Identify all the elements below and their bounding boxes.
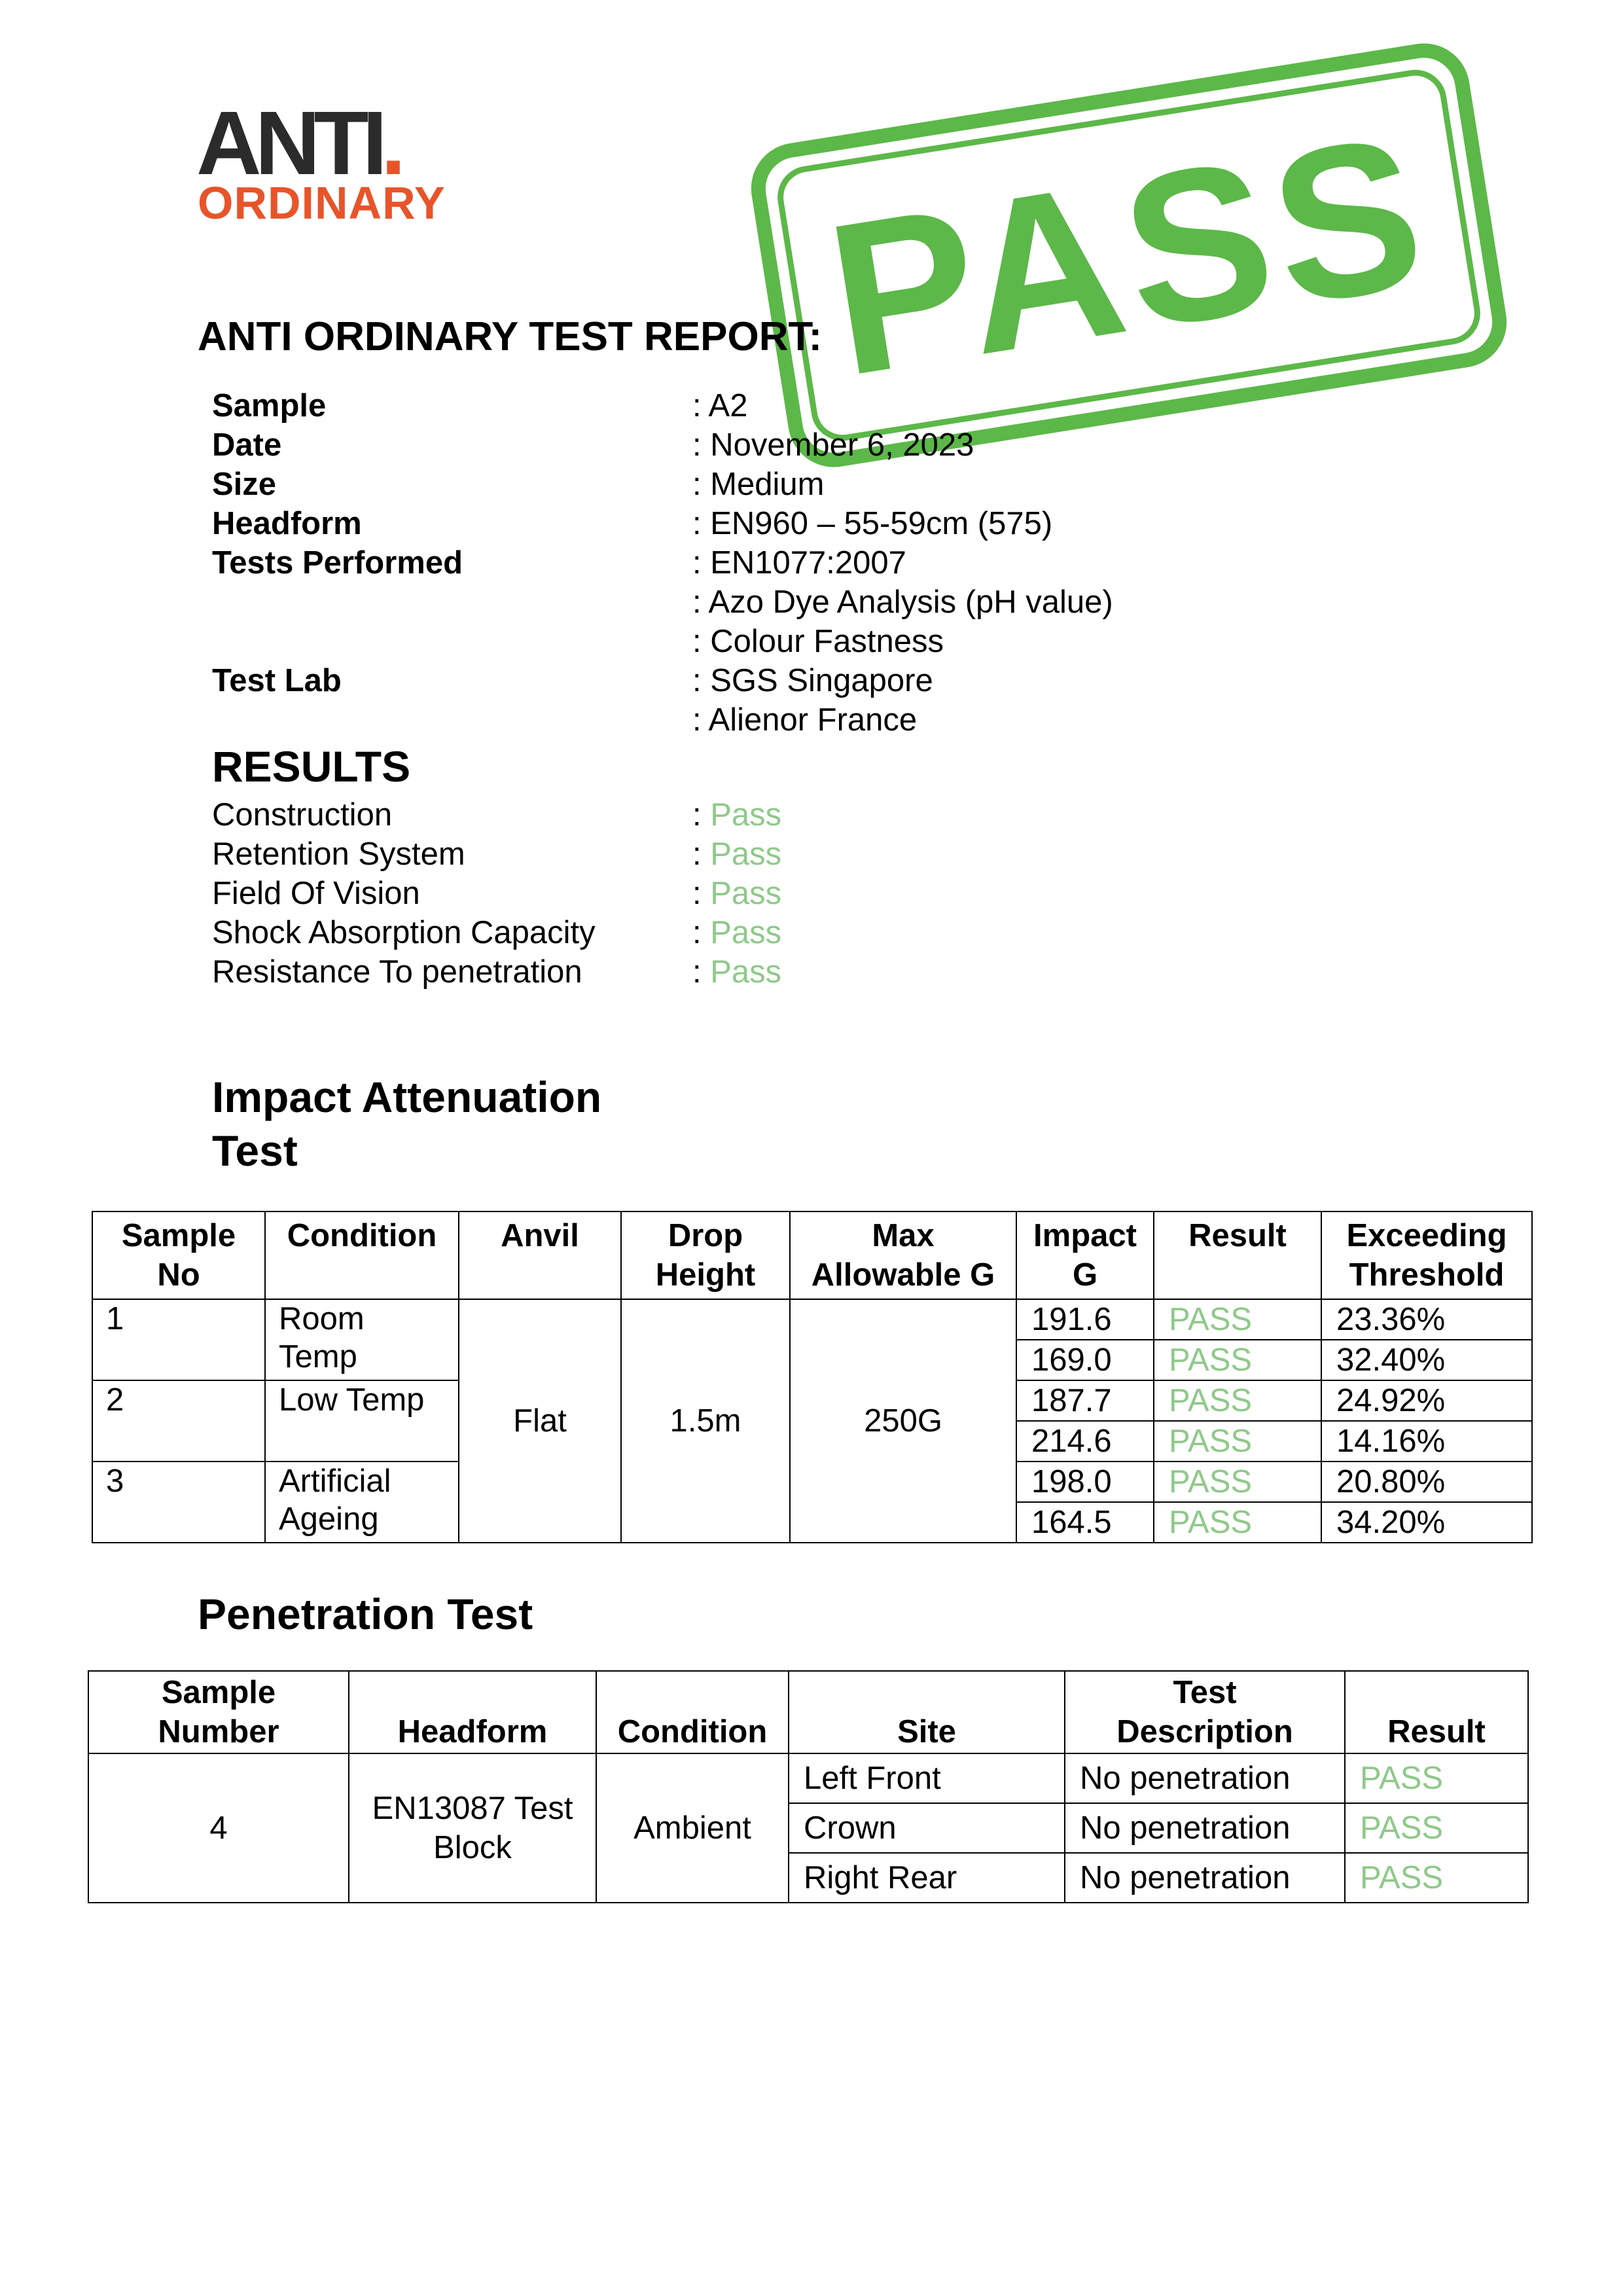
max-g-cell: 250G [790, 1299, 1016, 1543]
exceeding-cell: 23.36% [1321, 1299, 1532, 1340]
sample-no-cell: 3 [92, 1462, 265, 1543]
table-header-row [92, 1211, 1532, 1299]
result-cell: PASS [1345, 1753, 1528, 1803]
result-cell: PASS [1154, 1421, 1321, 1462]
info-label-date: Date [212, 427, 282, 463]
impact-heading: Impact Attenuation Test [212, 1073, 602, 1175]
exceeding-cell: 14.16% [1321, 1421, 1532, 1462]
col-sample-no: Sample No [92, 1211, 265, 1299]
impact-table [92, 1211, 1533, 1543]
info-value-sample: : A2 [692, 388, 748, 423]
info-value-test-1: : EN1077:2007 [692, 545, 906, 581]
impact-g-cell: 198.0 [1016, 1462, 1154, 1502]
result-cell: PASS [1345, 1803, 1528, 1853]
condition-cell: Room Temp [265, 1299, 459, 1380]
result-cell: PASS [1345, 1853, 1528, 1903]
pass-stamp [745, 37, 1514, 473]
result-cell: PASS [1154, 1340, 1321, 1380]
penetration-heading: Penetration Test [198, 1590, 533, 1638]
condition-cell: Artificial Ageing [265, 1462, 459, 1543]
result-value-vision: : Pass [692, 876, 782, 911]
result-value-construction: : Pass [692, 797, 782, 833]
result-cell: PASS [1154, 1462, 1321, 1502]
exceeding-cell: 34.20% [1321, 1502, 1532, 1543]
col-test-description: Test Description [1065, 1671, 1345, 1753]
result-label-vision: Field Of Vision [212, 876, 420, 911]
col-impact-g: Impact G [1016, 1211, 1154, 1299]
result-cell: PASS [1154, 1299, 1321, 1340]
site-cell: Left Front [789, 1753, 1065, 1803]
col-drop-height: Drop Height [621, 1211, 790, 1299]
info-label-test-lab: Test Lab [212, 663, 342, 698]
result-label-retention: Retention System [212, 836, 465, 872]
col-site: Site [789, 1671, 1065, 1753]
anvil-cell: Flat [459, 1299, 621, 1543]
logo-anti-text: ANTI [196, 93, 381, 194]
impact-g-cell: 169.0 [1016, 1340, 1154, 1380]
sample-no-cell: 1 [92, 1299, 265, 1380]
info-value-test-3: : Colour Fastness [692, 624, 944, 659]
description-cell: No penetration [1065, 1753, 1345, 1803]
impact-g-cell: 187.7 [1016, 1380, 1154, 1421]
stamp-text: PASS [814, 88, 1444, 422]
logo-ordinary-text: ORDINARY [198, 177, 446, 228]
condition-cell: Low Temp [265, 1380, 459, 1462]
table-row [88, 1753, 1528, 1803]
result-cell: PASS [1154, 1502, 1321, 1543]
info-value-lab-1: : SGS Singapore [692, 663, 933, 698]
impact-g-cell: 214.6 [1016, 1421, 1154, 1462]
impact-g-cell: 191.6 [1016, 1299, 1154, 1340]
sample-number-cell: 4 [88, 1753, 349, 1903]
logo-dot: . [380, 93, 400, 194]
description-cell: No penetration [1065, 1853, 1345, 1903]
info-value-date: : November 6, 2023 [692, 427, 974, 463]
col-result: Result [1345, 1671, 1528, 1753]
condition-cell: Ambient [596, 1753, 789, 1903]
info-label-tests: Tests Performed [212, 545, 463, 581]
penetration-table [88, 1670, 1529, 1903]
exceeding-cell: 20.80% [1321, 1462, 1532, 1502]
info-value-test-2: : Azo Dye Analysis (pH value) [692, 584, 1113, 620]
result-value-retention: : Pass [692, 836, 782, 872]
info-value-lab-2: : Alienor France [692, 702, 918, 738]
col-condition: Condition [596, 1671, 789, 1753]
description-cell: No penetration [1065, 1803, 1345, 1853]
site-cell: Right Rear [789, 1853, 1065, 1903]
info-label-sample: Sample [212, 388, 327, 423]
table-row [92, 1299, 1532, 1340]
info-value-size: : Medium [692, 467, 825, 502]
site-cell: Crown [789, 1803, 1065, 1853]
result-label-penetration: Resistance To penetration [212, 954, 582, 990]
brand-logo [196, 93, 497, 236]
info-label-headform: Headform [212, 506, 362, 541]
drop-height-cell: 1.5m [621, 1299, 790, 1543]
col-condition: Condition [265, 1211, 459, 1299]
col-max-g: Max Allowable G [790, 1211, 1016, 1299]
exceeding-cell: 32.40% [1321, 1340, 1532, 1380]
col-result: Result [1154, 1211, 1321, 1299]
result-cell: PASS [1154, 1380, 1321, 1421]
table-header-row [88, 1671, 1528, 1753]
exceeding-cell: 24.92% [1321, 1380, 1532, 1421]
impact-g-cell: 164.5 [1016, 1502, 1154, 1543]
result-label-construction: Construction [212, 797, 393, 833]
col-headform: Headform [349, 1671, 596, 1753]
result-value-shock: : Pass [692, 915, 782, 950]
report-title: ANTI ORDINARY TEST REPORT: [198, 314, 823, 359]
result-label-shock: Shock Absorption Capacity [212, 915, 596, 950]
info-label-size: Size [212, 467, 277, 502]
results-heading: RESULTS [212, 742, 411, 791]
sample-no-cell: 2 [92, 1380, 265, 1462]
col-exceeding: Exceeding Threshold [1321, 1211, 1532, 1299]
info-value-headform: : EN960 – 55-59cm (575) [692, 506, 1053, 541]
col-anvil: Anvil [459, 1211, 621, 1299]
col-sample-number: Sample Number [88, 1671, 349, 1753]
result-value-penetration: : Pass [692, 954, 782, 990]
headform-cell: EN13087 Test Block [349, 1753, 596, 1903]
